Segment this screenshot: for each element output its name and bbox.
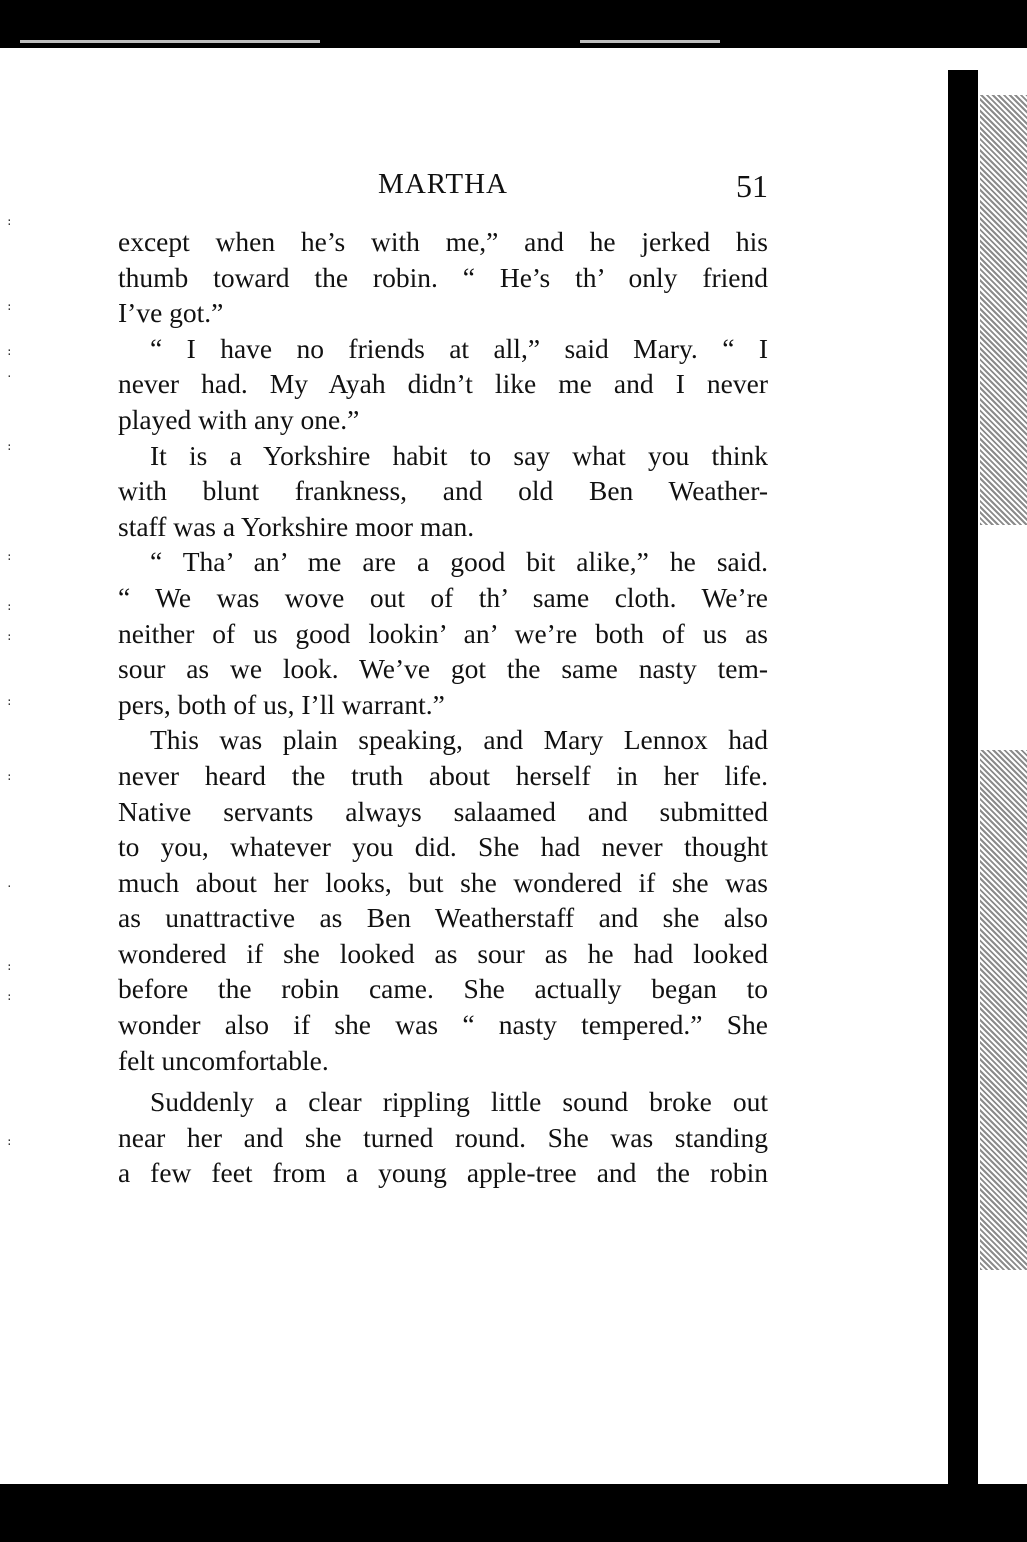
text-line: with blunt frankness, and old Ben Weather-	[118, 475, 768, 507]
scan-top-edge	[0, 0, 1027, 48]
text-line: wondered if she looked as sour as he had looked	[118, 937, 768, 969]
text-line: never heard the truth about herself in her life.	[118, 759, 768, 791]
text-line: except when he’s with me,” and he jerked his	[118, 226, 768, 257]
text-line: much about her looks, but she wondered if she was	[118, 866, 768, 898]
text-line: played with any one.”	[118, 403, 360, 435]
scan-streak	[20, 40, 320, 43]
text-line: neither of us good lookin’ an’ we’re both of us as	[118, 617, 768, 649]
text-line: staff was a Yorkshire moor man.	[118, 510, 475, 542]
page-header	[118, 168, 768, 212]
text-line: It is a Yorkshire habit to say what you think	[150, 439, 768, 471]
text-line: near her and she turned round. She was standing	[118, 1121, 768, 1153]
text-line: I’ve got.”	[118, 297, 224, 329]
scan-streak	[580, 40, 720, 43]
text-line: Native servants always salaamed and submitted	[118, 795, 768, 827]
text-line: “ We was wove out of th’ same cloth. We’re	[118, 581, 768, 613]
text-line: felt uncomfortable.	[118, 1044, 329, 1076]
text-line: before the robin came. She actually began to	[118, 973, 768, 1005]
text-line: Suddenly a clear rippling little sound broke out	[150, 1086, 768, 1118]
text-line: thumb toward the robin. “ He’s th’ only friend	[118, 261, 768, 293]
text-line: a few feet from a young apple-tree and the robin	[118, 1157, 768, 1189]
text-line: sour as we look. We’ve got the same nasty tem-	[118, 653, 768, 685]
running-head: MARTHA	[378, 168, 508, 200]
text-line: as unattractive as Ben Weatherstaff and she also	[118, 902, 768, 934]
facing-page-texture	[980, 95, 1027, 525]
text-line: “ Tha’ an’ me are a good bit alike,” he said.	[150, 546, 768, 578]
text-line: This was plain speaking, and Mary Lennox had	[150, 724, 768, 756]
body-text	[118, 224, 768, 1191]
text-line: pers, both of us, I’ll warrant.”	[118, 688, 445, 720]
text-line: “ I have no friends at all,” said Mary. “ I	[150, 332, 768, 364]
text-line: never had. My Ayah didn’t like me and I never	[118, 368, 768, 400]
text-line: wonder also if she was “ nasty tempered.” She	[118, 1009, 768, 1041]
text-line: to you, whatever you did. She had never thought	[118, 831, 768, 863]
page-number: 51	[736, 168, 768, 204]
facing-page-texture	[980, 750, 1027, 1270]
book-spine-shadow	[948, 70, 978, 1490]
scan-bottom-edge	[0, 1484, 1027, 1542]
